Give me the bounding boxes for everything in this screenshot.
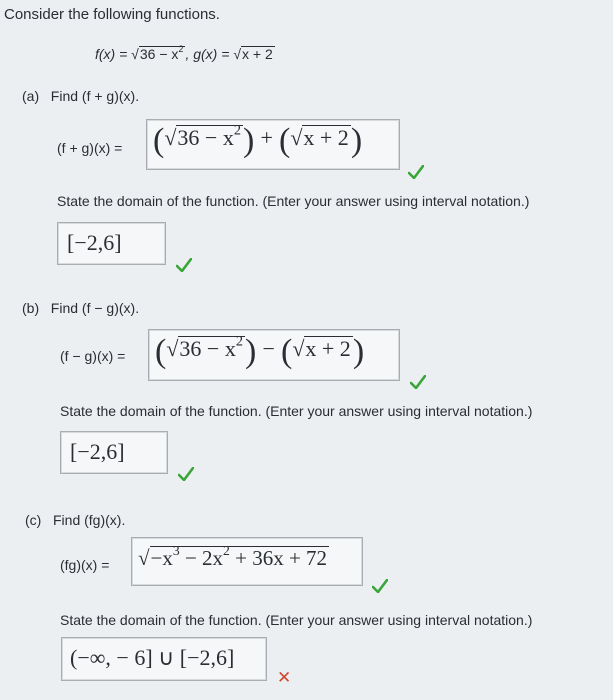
part-b-lhs: (f − g)(x) = — [60, 348, 126, 364]
part-a-prompt: (a) Find (f + g)(x). — [22, 88, 140, 104]
part-b-domain-prompt: State the domain of the function. (Enter your answer using interval notation.) — [60, 403, 533, 419]
part-a-answer-field[interactable]: $(√36 - x^2) + (√x + 2)$ — [146, 119, 400, 170]
part-b-prompt: (b) Find (f − g)(x). — [22, 300, 140, 316]
part-c-answer-field[interactable]: $√-x^3 - 2x^2 + 36x + 72$ — [131, 537, 363, 586]
f-definition-label: f(x) = — [95, 46, 132, 62]
part-c-answer-check-icon — [372, 579, 388, 593]
part-a-domain-check-icon — [176, 258, 192, 272]
part-c-lhs: (fg)(x) = — [60, 557, 110, 573]
part-a-answer-check-icon — [408, 165, 424, 179]
f-sqrt: $√36 - x^2$ — [131, 44, 184, 62]
g-definition-label: , g(x) = — [185, 46, 234, 62]
part-b-domain-field[interactable]: [−2,6] — [60, 431, 168, 474]
part-a-lhs: (f + g)(x) = — [57, 140, 123, 156]
g-sqrt: √x + 2 — [233, 46, 273, 62]
function-definitions — [95, 46, 275, 62]
part-c-domain-wrong-icon: ✕ — [277, 668, 292, 688]
part-b-domain-check-icon — [178, 467, 194, 481]
part-c-prompt: (c) Find (fg)(x). — [25, 512, 126, 528]
part-b-answer-field[interactable]: $(√36 - x^2) - (√x + 2)$ — [148, 329, 400, 381]
part-c-domain-field[interactable]: (−∞, − 6] ∪ [−2,6] — [61, 637, 267, 681]
intro-text: Consider the following functions. — [4, 6, 220, 23]
part-c-domain-prompt: State the domain of the function. (Enter your answer using interval notation.) — [60, 612, 533, 628]
part-b-answer-check-icon — [410, 375, 426, 389]
part-a-domain-prompt: State the domain of the function. (Enter your answer using interval notation.) — [57, 193, 530, 209]
part-a-domain-field[interactable]: [−2,6] — [57, 222, 166, 265]
